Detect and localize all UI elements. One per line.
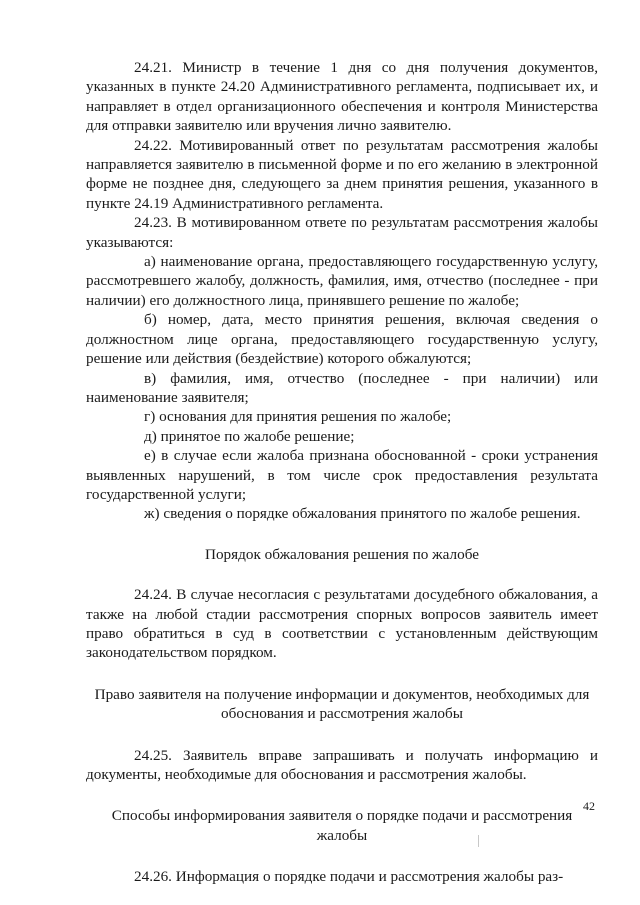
paragraph-24-26: 24.26. Информация о порядке подачи и рассмотрения жалобы раз-: [134, 868, 564, 886]
section-heading-appeal-procedure: Порядок обжалования решения по жалобе: [204, 545, 479, 563]
paragraph-24-22: 24.22. Мотивированный ответ по результатам рассмотрения жалобы направляется заявителю в письменной форме и по его желанию в электронной форме не позднее дня, следующего за днем принятия решения, указанного в пункте 24.19 Административного регламента.: [86, 136, 598, 212]
list-item-v: в) фамилия, имя, отчество (последнее - при наличии) или наименование заявителя;: [86, 369, 598, 406]
section-heading-informing-methods: Способы информирования заявителя о порядке подачи и рассмотрения жалобы: [111, 807, 573, 844]
list-item-b: б) номер, дата, место принятия решения, включая сведения о должностном лице органа, предоставляющего государственную услугу, решение или действия (бездействие) которого обжалуются;: [86, 311, 598, 368]
list-item-zh: ж) сведения о порядке обжалования принятого по жалобе решения.: [144, 505, 581, 523]
paragraph-24-23: 24.23. В мотивированном ответе по результатам рассмотрения жалобы указываются:: [86, 214, 598, 251]
list-item-a: а) наименование органа, предоставляющего государственную услугу, рассмотревшего жалобу, должность, фамилия, имя, отчество (последнее - при наличии) его должностного лица, принявшего решение по жалобе;: [86, 253, 598, 309]
list-item-g: г) основания для принятия решения по жалобе;: [144, 408, 452, 426]
scan-artifact: [478, 835, 479, 847]
list-item-d: д) принятое по жалобе решение;: [144, 427, 355, 445]
list-item-e: е) в случае если жалоба признана обоснованной - сроки устранения выявленных нарушений, в том числе срок предоставления результата государственной услуги;: [86, 447, 598, 503]
page-number: 42: [583, 799, 595, 813]
document-page: [86, 58, 598, 887]
paragraph-24-24: 24.24. В случае несогласия с результатами досудебного обжалования, а также на любой стадии рассмотрения спорных вопросов заявитель имеет право обратиться в суд в соответствии с установленным действующим законодательством порядком.: [86, 586, 598, 662]
paragraph-24-21: 24.21. Министр в течение 1 дня со дня получения документов, указанных в пункте 24.20 Административного регламента, подписывает их, и направляет в отдел организационного обеспечения и контроля Министерства для отправки заявителю или вручения лично заявителю.: [86, 59, 598, 135]
paragraph-24-25: 24.25. Заявитель вправе запрашивать и получать информацию и документы, необходимые для обоснования и рассмотрения жалобы.: [86, 746, 598, 783]
section-heading-right-to-information: Право заявителя на получение информации и документов, необходимых для обоснования и рассмотрения жалобы: [94, 685, 590, 723]
